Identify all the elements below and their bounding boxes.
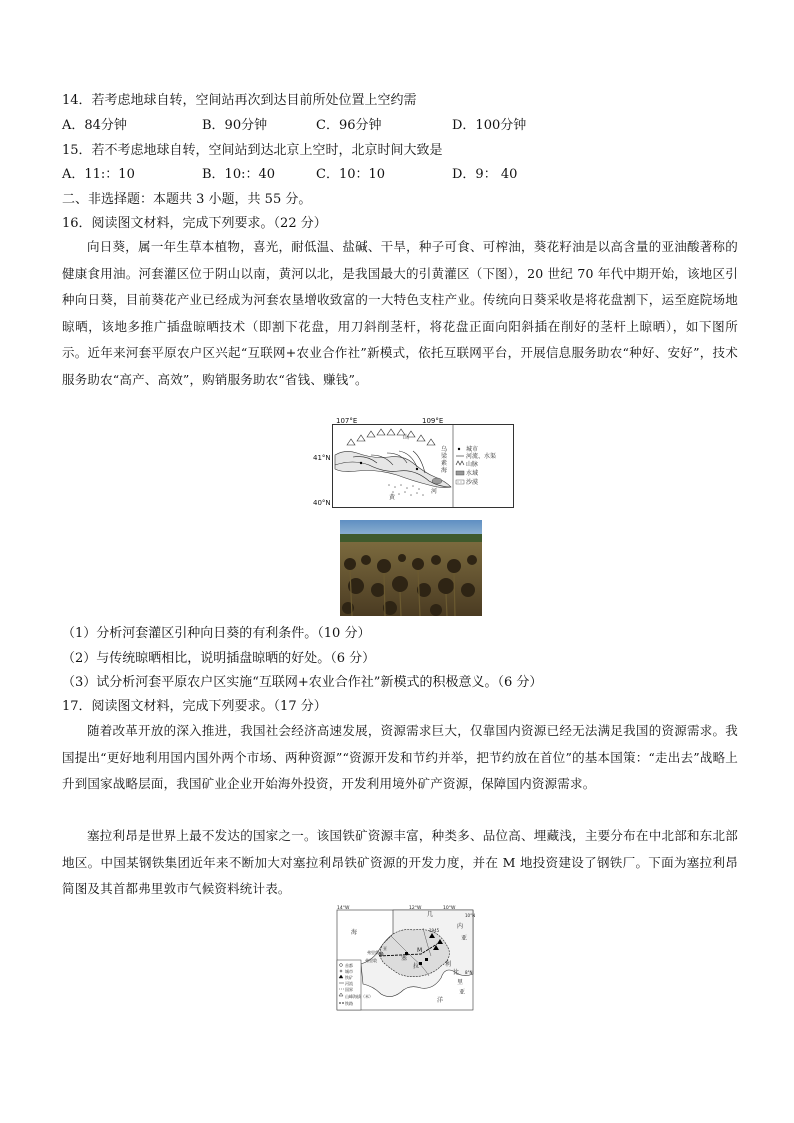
q14-stem: 14．若考虑地球自转，空间站再次到达目前所处位置上空约需 — [62, 93, 417, 108]
map-label-guinea-1: 几 — [427, 911, 434, 918]
map-label-liberia-1: 利 — [445, 961, 452, 968]
map-label-m: M — [417, 947, 423, 954]
map-lon-10w: 10°W — [443, 906, 456, 911]
q16-stem: 16．阅读图文材料，完成下列要求。（22 分） — [62, 216, 327, 231]
q16-material: 向日葵，属一年生草本植物，喜光，耐低温、盐碱、干旱，种子可食、可榨油，葵花籽油是以高含量的亚油酸著称的健康食用油。河套灌区位于阴山以南，黄河以北，是我国最大的引黄灌区（下图），20 世纪 70 年代中期开始，该地区引种向日葵，目前葵花产业已经成为河套农垦增收致富的一大特色支柱产业。传统向日葵采收是将花盘割下，运至庭院场地晾晒，该地多推广插盘晾晒技术（即割下花盘，用刀斜削茎杆，将花盘正面向阳斜插在削好的茎杆上晾晒），如下图所示。近年来河套平原农户区兴起“互联网+农业合作社”新模式，依托互联网平台，开展信息服务助农“种好、安好”，技术服务助农“高产、高效”，购销服务助农“省钱、赚钱”。 — [62, 239, 738, 387]
q16-subq-3: （3）试分析河套平原农户区实施“互联网+农业合作社”新模式的积极意义。（6 分） — [62, 675, 543, 690]
q15-option-d: D．9： 40 — [452, 167, 518, 182]
legend-iron-mine: 铁矿 — [345, 975, 353, 980]
map-lat-10n: 10°N — [465, 913, 476, 918]
map-label-guinea-3: 亚 — [461, 935, 468, 942]
legend-city: 城市 — [345, 969, 353, 974]
legend-railway: 铁路 — [345, 1001, 353, 1006]
legend-river: 河流、水渠 — [466, 453, 497, 460]
q15-option-b: B．10:：40 — [202, 167, 276, 182]
map-lon-12w: 12°W — [409, 906, 422, 911]
map-label-huang: 黄 — [389, 494, 396, 501]
map-label-ulan-2: 梁 — [441, 453, 448, 460]
legend-capital: 首都 — [345, 963, 353, 968]
legend-river: 河流 — [345, 981, 353, 986]
sierra-leone-map — [333, 904, 479, 1012]
map-lon-109: 109°E — [422, 417, 444, 425]
map-lat-40: 40°N — [313, 499, 331, 507]
legend-border: 国界 — [345, 987, 353, 992]
map-label-liberia-3: 里 — [457, 979, 464, 986]
hetao-irrigation-map — [332, 424, 514, 508]
q14-option-a: A．84分钟 — [62, 118, 127, 133]
map-label-liberia-4: 亚 — [459, 989, 466, 996]
map-lon-14w: 14°W — [337, 906, 350, 911]
map-label-ulan-1: 乌 — [441, 446, 448, 453]
map-label-sierra-2: 拉 — [413, 963, 420, 970]
map-label-sea: 海 — [351, 929, 358, 936]
map-label-shan: 山 — [403, 434, 410, 441]
legend-city: 城市 — [466, 446, 479, 453]
map-label-ulan-3: 素 — [441, 460, 448, 467]
q16-subq-2: （2）与传统晾晒相比，说明插盘晾晒的好处。（6 分） — [62, 651, 376, 666]
legend-peak: 山峰海拔（米） — [345, 994, 373, 999]
q15-option-c: C．10：10 — [316, 167, 386, 182]
map-label-ocean: 洋 — [437, 997, 444, 1004]
map-label-he: 河 — [431, 488, 438, 495]
map-label-liberia-2: 比 — [453, 969, 460, 976]
q17-material-1: 随着改革开放的深入推进，我国社会经济高速发展，资源需求巨大，仅靠国内资源已经无法满足我国的资源需求。我国提出“更好地利用国内国外两个市场、两种资源”“资源开发和节约并举，把节约放在首位”的基本国策：“走出去”战略上升到国家战略层面，我国矿业企业开始海外投资，开发利用境外矿产资源，保障国内资源需求。 — [62, 723, 738, 791]
map-lat-41: 41°N — [313, 454, 331, 462]
q15-stem: 15．若不考虑地球自转，空间站到达北京上空时，北京时间大致是 — [62, 143, 443, 158]
q14-option-c: C．96分钟 — [316, 118, 382, 133]
map-lon-107: 107°E — [336, 417, 358, 425]
map-label-guinea-2: 内 — [457, 923, 464, 930]
map-lat-8n: 8°N — [465, 970, 473, 975]
q17-stem: 17．阅读图文材料，完成下列要求。（17 分） — [62, 699, 327, 714]
legend-mountain: 山脉 — [466, 461, 479, 468]
map-label-bay: 亚 — [383, 946, 387, 951]
q14-option-d: D．100分钟 — [452, 118, 527, 133]
map-label-ulan-4: 海 — [441, 467, 448, 474]
map-label-freetown: 弗里敦 — [367, 950, 379, 955]
map-label-elevation: 1945 — [429, 928, 440, 933]
sunflower-field-photo — [340, 520, 482, 616]
q16-subq-1: （1）分析河套灌区引种向日葵的有利条件。（10 分） — [62, 626, 371, 641]
map-label-freetown-2: 弗里敦 — [365, 958, 377, 963]
legend-desert: 沙漠 — [466, 479, 479, 486]
map-label-sierra-1: 塞 — [401, 955, 408, 962]
section-heading: 二、非选择题：本题共 3 小题，共 55 分。 — [62, 192, 312, 207]
q15-option-a: A．11:：10 — [62, 167, 135, 182]
legend-water: 水域 — [466, 470, 479, 477]
q17-material-2: 塞拉利昂是世界上最不发达的国家之一。该国铁矿资源丰富，种类多、品位高、埋藏浅，主要分布在中北部和东北部地区。中国某钢铁集团近年来不断加大对塞拉利昂铁矿资源的开发力度，并在 M 地投资建设了钢铁厂。下面为塞拉利昂简图及其首都弗里敦市气候资料统计表。 — [62, 828, 738, 896]
q14-option-b: B．90分钟 — [202, 118, 268, 133]
